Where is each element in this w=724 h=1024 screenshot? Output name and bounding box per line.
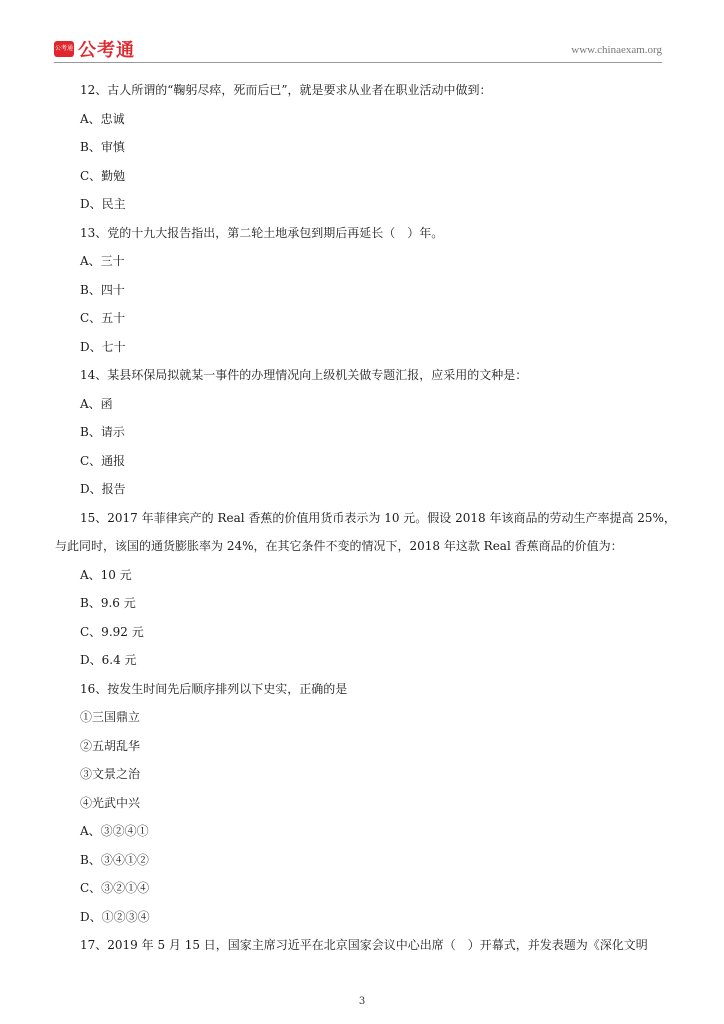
- q14-option-d: D、报告: [80, 482, 126, 496]
- q13-option-a: A、三十: [80, 254, 125, 268]
- question-12: 12、古人所谓的“鞠躬尽瘁，死而后已”，就是要求从业者在职业活动中做到：: [80, 83, 492, 97]
- q15-option-c: C、9.92 元: [80, 624, 144, 639]
- q15-option-d: D、6.4 元: [80, 653, 137, 667]
- q13-option-b: B、四十: [80, 282, 125, 297]
- question-17: 17、2019 年 5 月 15 日，国家主席习近平在北京国家会议中心出席（ ）开幕式，并发表题为《深化文明: [80, 938, 648, 952]
- q16-event-4: ④光武中兴: [80, 795, 141, 810]
- page-header: [54, 36, 662, 62]
- page-number: 3: [358, 996, 366, 1007]
- question-13: 13、党的十九大报告指出，第二轮土地承包到期后再延长（ ）年。: [80, 225, 444, 240]
- logo-badge-icon: 公考通: [54, 41, 74, 57]
- q14-option-b: B、请示: [80, 425, 125, 439]
- q16-option-a: A、③②④①: [80, 824, 149, 838]
- q16-event-3: ③文景之治: [80, 767, 141, 781]
- logo: [54, 36, 135, 62]
- document-body: [55, 76, 676, 960]
- q13-option-d: D、七十: [80, 339, 126, 354]
- site-url[interactable]: www.chinaexam.org: [571, 44, 662, 56]
- header-divider: [54, 62, 662, 63]
- question-14: 14、某县环保局拟就某一事件的办理情况向上级机关做专题汇报，应采用的文种是：: [80, 368, 528, 382]
- q15-option-a: A、10 元: [80, 567, 132, 582]
- q16-option-c: C、③②①④: [80, 881, 150, 895]
- q14-option-c: C、通报: [80, 453, 126, 468]
- q16-event-2: ②五胡乱华: [80, 738, 141, 753]
- question-15: 15、2017 年菲律宾产的 Real 香蕉的价值用货币表示为 10 元。假设 2018 年该商品的劳动生产率提高 25%，: [80, 510, 676, 525]
- question-15-continued: 与此同时，该国的通货膨胀率为 24%，在其它条件不变的情况下，2018 年这款 Real 香蕉商品的价值为：: [55, 539, 623, 553]
- q12-option-c: C、勤勉: [80, 168, 126, 183]
- logo-text: 公考通: [78, 40, 135, 61]
- q12-option-d: D、民主: [80, 197, 126, 211]
- q12-option-a: A、忠诚: [80, 111, 125, 126]
- q16-option-d: D、①②③④: [80, 909, 150, 924]
- q12-option-b: B、审慎: [80, 140, 125, 154]
- question-16: 16、按发生时间先后顺序排列以下史实，正确的是: [80, 681, 348, 696]
- q13-option-c: C、五十: [80, 311, 126, 325]
- q16-event-1: ①三国鼎立: [80, 710, 141, 724]
- q14-option-a: A、函: [80, 396, 113, 411]
- q16-option-b: B、③④①②: [80, 852, 149, 867]
- q15-option-b: B、9.6 元: [80, 596, 136, 610]
